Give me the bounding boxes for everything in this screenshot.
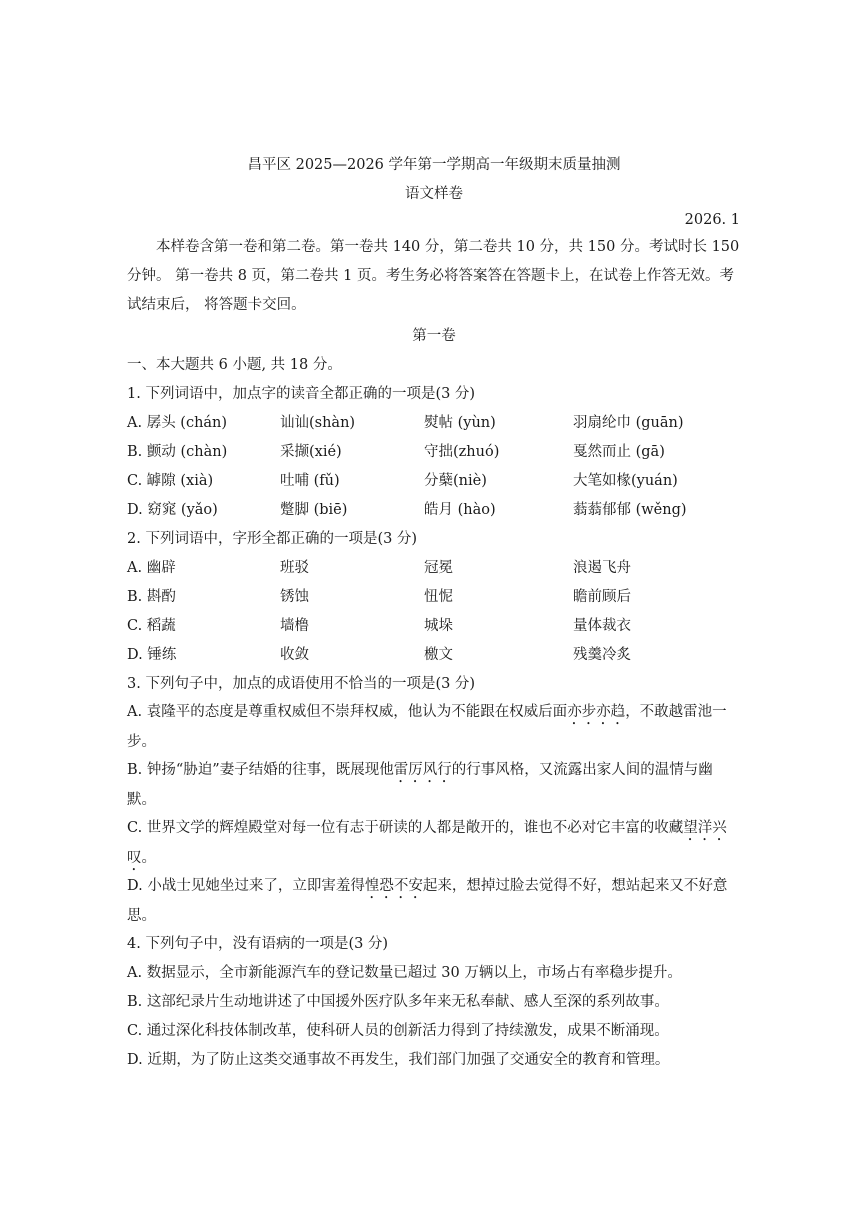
q2-option-c [127,616,767,636]
q3-b-idiom: 雷厉风行 [393,762,452,778]
q3-option-c [127,814,739,874]
q1-c-item-2: 吐哺 (fǔ) [280,473,340,489]
q2-c-item-3: 城垛 [424,618,453,634]
q2-option-b [127,587,767,607]
q2-b-item-2: 锈蚀 [280,589,309,605]
q3-d-text-2: 起来，想掉过脸去觉得不好，想站起来又不好意思。 [127,878,728,924]
q4-option-a: A. 数据显示，全市新能源汽车的登记数量已超过 30 万辆以上，市场占有率稳步提升。 [127,965,682,981]
q2-b-item-3: 忸怩 [424,589,453,605]
q1-stem: 1. 下列词语中，加点字的读音全都正确的一项是(3 分) [127,386,476,402]
q3-option-b [127,756,739,815]
q1-option-b [127,442,767,462]
q1-c-item-3: 分蘖(niè) [424,473,487,489]
q1-option-d [127,500,767,520]
q2-a-item-2: 班驳 [280,560,309,576]
q1-c-item-4: 大笔如椽(yuán) [573,473,678,489]
q2-b-item-1: B. 斟酌 [127,589,176,605]
q2-c-item-2: 墙橹 [280,618,309,634]
q2-option-a [127,558,767,578]
q3-c-text-2: 。 [141,850,156,866]
q3-stem: 3. 下列句子中，加点的成语使用不恰当的一项是(3 分) [127,676,476,692]
q3-a-text-2: ，不敢越雷池一步。 [127,704,727,750]
q1-option-c [127,471,767,491]
q2-d-item-4: 残羹冷炙 [573,647,631,663]
q1-a-item-1: A. 孱头 (chán) [127,415,228,431]
exam-instructions: 本样卷含第一卷和第二卷。第一卷共 140 分，第二卷共 10 分，共 150 分。考试时长 150 分钟。 第一卷共 8 页，第二卷共 1 页。考生务必将答案答在答题卡上，在试卷上作答无效。考试结束后， 将答题卡交回。 [127,239,740,313]
q3-c-idiom: 望洋兴叹 [127,820,727,866]
q1-a-item-2: 讪讪(shàn) [280,415,356,431]
q2-a-item-3: 冠冕 [424,560,453,576]
q2-d-item-2: 收敛 [280,647,309,663]
q1-a-item-3: 熨帖 (yùn) [424,415,496,431]
q4-option-d: D. 近期，为了防止这类交通事故不再发生，我们部门加强了交通安全的教育和管理。 [127,1052,670,1068]
q3-b-text-1: B. 钟扬“胁迫”妻子结婚的往事，既展现他 [127,762,394,778]
q1-b-item-4: 戛然而止 (gā) [573,444,665,460]
q2-a-item-1: A. 幽辟 [127,560,176,576]
q2-a-item-4: 浪遏飞舟 [573,560,631,576]
q2-c-item-1: C. 稻蔬 [127,618,176,634]
q1-d-item-4: 蓊蓊郁郁 (wěng) [573,502,687,518]
q2-d-item-3: 檄文 [424,647,453,663]
volume-title: 第一卷 [412,328,456,344]
q1-c-item-1: C. 罅隙 (xià) [127,473,214,489]
q1-b-item-2: 采撷(xié) [280,444,342,460]
q1-option-a [127,413,767,433]
q3-c-text-1: C. 世界文学的辉煌殿堂对每一位有志于研读的人都是敞开的，谁也不必对它丰富的收藏 [127,820,684,836]
q1-d-item-2: 蹩脚 (biē) [280,502,348,518]
q4-option-c: C. 通过深化科技体制改革，使科研人员的创新活力得到了持续激发，成果不断涌现。 [127,1023,669,1039]
q3-a-text-1: A. 袁隆平的态度是尊重权威但不崇拜权威，他认为不能跟在权威后面 [127,704,568,720]
q3-option-a [127,698,739,757]
q2-stem: 2. 下列词语中，字形全都正确的一项是(3 分) [127,531,418,547]
exam-date: 2026. 1 [684,212,740,228]
q2-b-item-4: 瞻前顾后 [573,589,631,605]
q3-d-idiom: 惶恐不安 [364,878,423,894]
q1-d-item-3: 皓月 (hào) [424,502,496,518]
q3-d-text-1: D. 小战士见她坐过来了，立即害羞得 [127,878,365,894]
exam-title: 昌平区 2025—2026 学年第一学期高一年级期末质量抽测 [247,157,621,173]
q3-option-d [127,872,739,931]
q2-option-d [127,645,767,665]
q2-d-item-1: D. 锤练 [127,647,177,663]
q4-option-b: B. 这部纪录片生动地讲述了中国援外医疗队多年来无私奉献、感人至深的系列故事。 [127,994,669,1010]
q1-a-item-4: 羽扇纶巾 (guān) [573,415,684,431]
q3-b-text-2: 的行事风格，又流露出家人间的温情与幽默。 [127,762,713,808]
section-title: 一、本大题共 6 小题, 共 18 分。 [127,357,342,373]
exam-subtitle: 语文样卷 [405,186,463,202]
q2-c-item-4: 量体裁衣 [573,618,631,634]
q1-b-item-1: B. 颤动 (chàn) [127,444,228,460]
q4-stem: 4. 下列句子中，没有语病的一项是(3 分) [127,936,389,952]
q1-b-item-3: 守拙(zhuó) [424,444,500,460]
q3-a-idiom: 亦步亦趋 [567,704,626,720]
q1-d-item-1: D. 窈窕 (yǎo) [127,502,218,518]
